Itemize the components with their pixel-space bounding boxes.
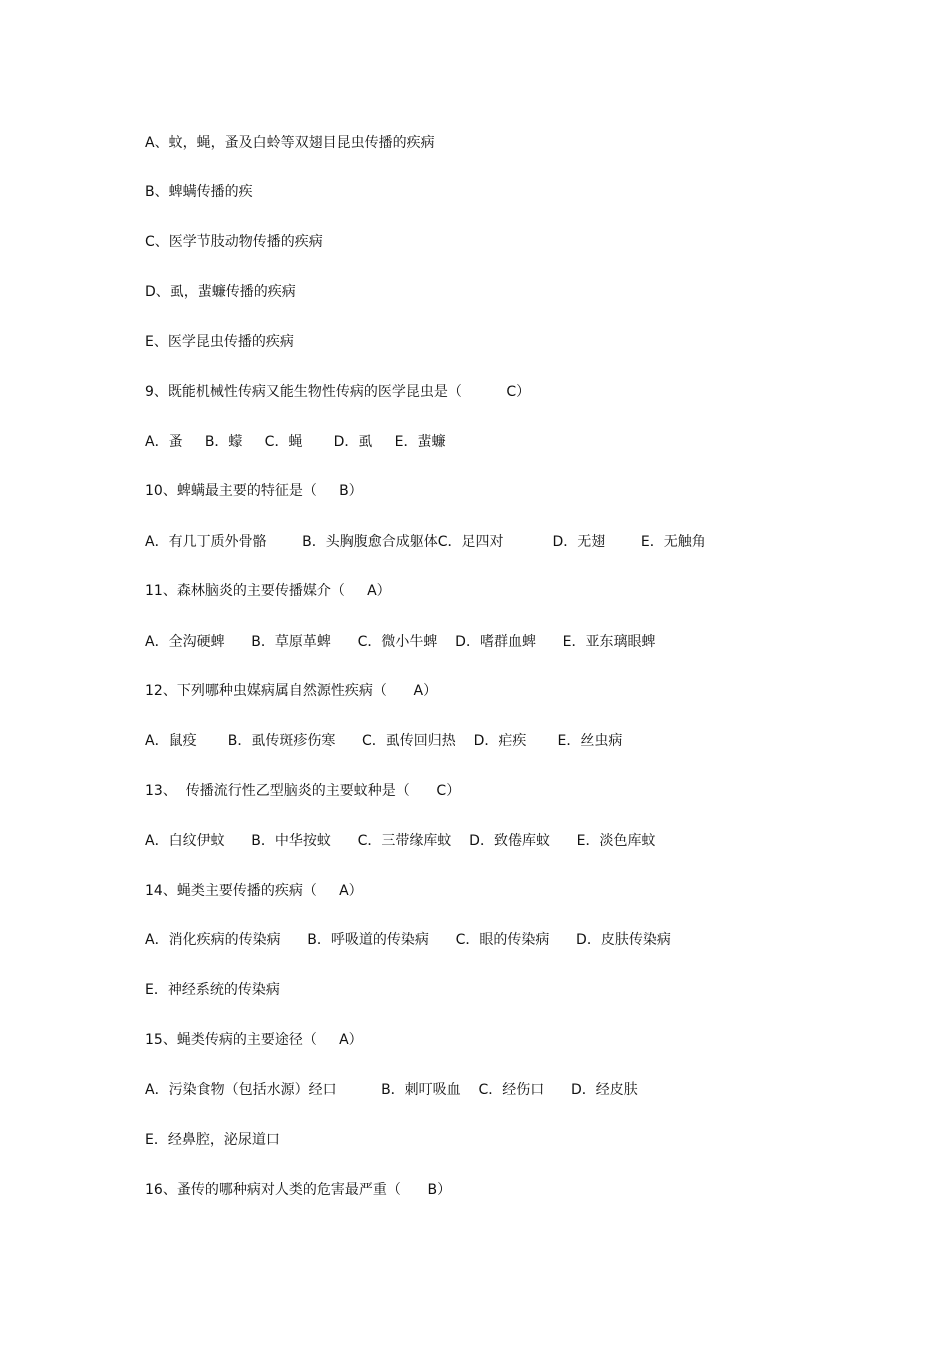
question-13: 13、 传播流行性乙型脑炎的主要蚊种是（ C） <box>145 783 461 799</box>
options-11: A．全沟硬蜱 B．草原革蜱 C．微小牛蜱 D．嗜群血蜱 E．亚东璃眼蜱 <box>145 634 656 650</box>
question-9: 9、既能机械性传病又能生物性传病的医学昆虫是（ C） <box>145 384 531 400</box>
options-14-a-d: A．消化疾病的传染病 B．呼吸道的传染病 C．眼的传染病 D．皮肤传染病 <box>145 932 671 948</box>
option-8c: C、医学节肢动物传播的疾病 <box>145 234 323 250</box>
options-13: A．白纹伊蚊 B．中华按蚊 C．三带缘库蚊 D．致倦库蚊 E．淡色库蚊 <box>145 833 656 849</box>
options-12: A．鼠疫 B．虱传斑疹伤寒 C．虱传回归热 D．疟疾 E．丝虫病 <box>145 733 623 749</box>
question-15: 15、蝇类传病的主要途径（ A） <box>145 1032 363 1048</box>
options-10: A．有几丁质外骨骼 B．头胸腹愈合成躯体C．足四对 D．无翅 E．无触角 <box>145 534 706 550</box>
option-14e: E．神经系统的传染病 <box>145 982 280 998</box>
question-16: 16、蚤传的哪种病对人类的危害最严重（ B） <box>145 1182 452 1198</box>
question-11: 11、森林脑炎的主要传播媒介（ A） <box>145 583 391 599</box>
question-12: 12、下列哪种虫媒病属自然源性疾病（ A） <box>145 683 438 699</box>
option-8e: E、医学昆虫传播的疾病 <box>145 334 294 350</box>
option-8a: A、蚊，蝇，蚤及白蛉等双翅目昆虫传播的疾病 <box>145 135 435 151</box>
option-15e: E．经鼻腔，泌尿道口 <box>145 1132 280 1148</box>
options-9: A．蚤 B．蠓 C．蝇 D．虱 E．蜚蠊 <box>145 434 446 450</box>
options-15-a-d: A．污染食物（包括水源）经口 B．刺叮吸血 C．经伤口 D．经皮肤 <box>145 1082 638 1098</box>
option-8d: D、虱，蜚蠊传播的疾病 <box>145 284 296 300</box>
question-14: 14、蝇类主要传播的疾病（ A） <box>145 883 363 899</box>
question-10: 10、蜱螨最主要的特征是（ B） <box>145 483 363 499</box>
option-8b: B、蜱螨传播的疾 <box>145 184 253 200</box>
